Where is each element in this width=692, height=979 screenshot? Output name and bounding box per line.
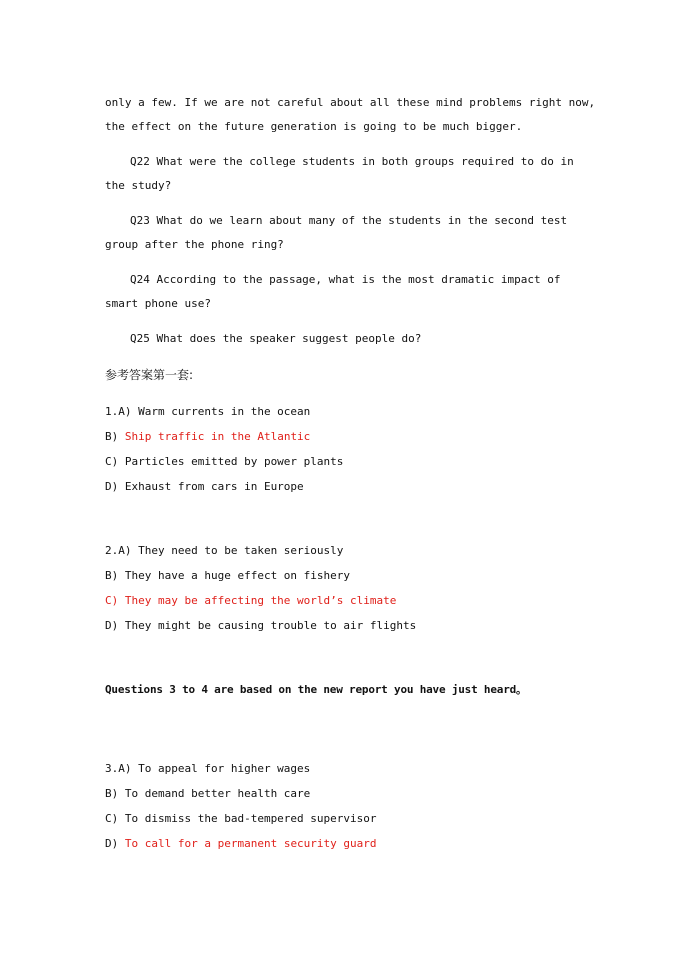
- answer-2-option-d: D) They might be causing trouble to air flights: [105, 619, 417, 632]
- answer-3-option-c: C) To dismiss the bad-tempered supervisor: [105, 812, 377, 825]
- question-25-line-1: Q25 What does the speaker suggest people do?: [130, 332, 422, 345]
- section-note: Questions 3 to 4 are based on the new report you have just heard。: [105, 683, 527, 696]
- answer-3-option-d-letter: D): [105, 837, 125, 850]
- answer-2-option-a: 2.A) They need to be taken seriously: [105, 544, 344, 557]
- answer-1-option-b-correct-text: Ship traffic in the Atlantic: [124, 430, 311, 443]
- question-24-line-1: Q24 According to the passage, what is the most dramatic impact of: [130, 273, 561, 286]
- question-23-line-1: Q23 What do we learn about many of the students in the second test: [130, 214, 568, 227]
- answer-1-option-b-letter: B): [105, 430, 125, 443]
- answer-1-option-a: 1.A) Warm currents in the ocean: [105, 405, 311, 418]
- question-24-line-2: smart phone use?: [105, 297, 211, 310]
- intro-line-1: only a few. If we are not careful about all these mind problems right now,: [105, 96, 596, 109]
- answer-3-option-b: B) To demand better health care: [105, 787, 311, 800]
- question-23-line-2: group after the phone ring?: [105, 238, 284, 251]
- answer-2-option-c-correct: C) They may be affecting the world’s climate: [105, 594, 397, 607]
- intro-line-2: the effect on the future generation is going to be much bigger.: [105, 120, 523, 133]
- answer-2-option-b: B) They have a huge effect on fishery: [105, 569, 351, 582]
- answer-3-option-a: 3.A) To appeal for higher wages: [105, 762, 311, 775]
- question-22-line-2: the study?: [105, 179, 172, 192]
- answer-1-option-d: D) Exhaust from cars in Europe: [105, 480, 304, 493]
- answer-3-option-d: [105, 837, 377, 850]
- answer-3-option-d-correct-text: To call for a permanent security guard: [124, 837, 377, 850]
- question-22-line-1: Q22 What were the college students in both groups required to do in: [130, 155, 574, 168]
- answer-1-option-c: C) Particles emitted by power plants: [105, 455, 344, 468]
- answer-1-option-b: [105, 430, 310, 443]
- answer-heading: 参考答案第一套:: [105, 368, 194, 382]
